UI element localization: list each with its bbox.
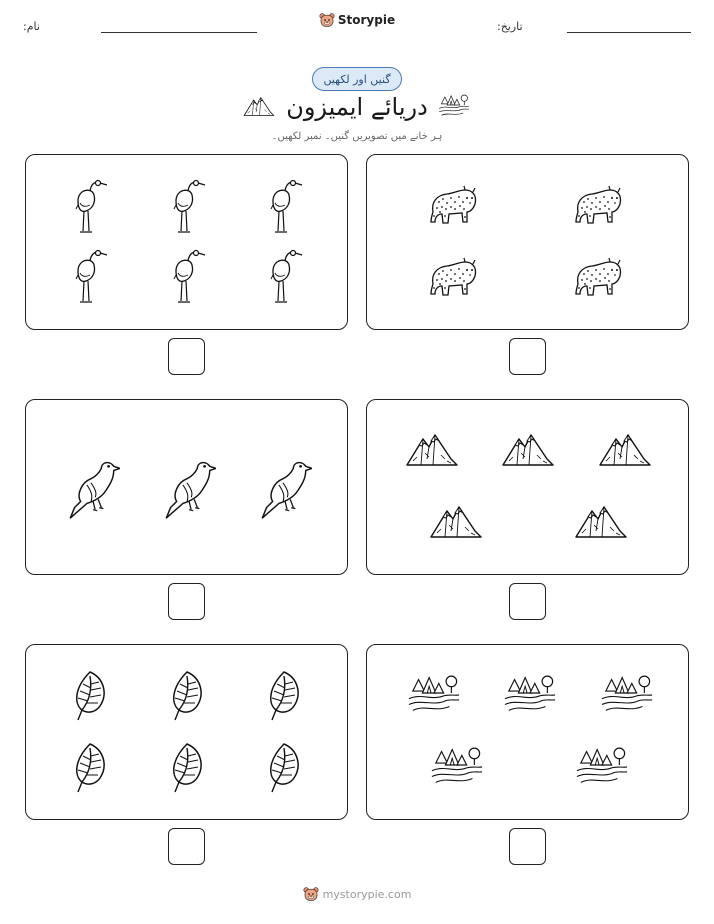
- footer-url[interactable]: mystorypie.com: [322, 887, 412, 901]
- count-panel-storks: [25, 154, 348, 330]
- answer-box-mountains[interactable]: [509, 583, 546, 620]
- village-icon: [438, 92, 470, 118]
- answer-box-birds[interactable]: [168, 583, 205, 620]
- count-panel-villages: [366, 644, 689, 820]
- answer-box-villages[interactable]: [509, 828, 546, 865]
- answer-box-leaves[interactable]: [168, 828, 205, 865]
- leaf-icon: [264, 741, 304, 795]
- village-icon: [600, 671, 654, 715]
- village-icon: [575, 743, 629, 787]
- bird-icon: [252, 456, 312, 520]
- count-panel-mountains: [366, 399, 689, 575]
- brand-name: Storypie: [337, 13, 396, 27]
- count-panel-jaguars: [366, 154, 689, 330]
- stork-icon: [263, 249, 303, 305]
- jaguar-icon: [572, 179, 624, 229]
- mountain-icon: [429, 500, 483, 542]
- answer-box-storks[interactable]: [168, 338, 205, 375]
- village-icon: [430, 743, 484, 787]
- stork-icon: [166, 179, 206, 235]
- date-label: تاریخ:: [497, 20, 523, 33]
- name-label: نام:: [23, 20, 40, 33]
- jaguar-icon: [427, 251, 479, 301]
- leaf-icon: [167, 741, 207, 795]
- jaguar-icon: [572, 251, 624, 301]
- date-line[interactable]: [567, 32, 691, 33]
- instructions: ہر خانے میں تصویریں گنیں۔ نمبر لکھیں۔: [271, 131, 443, 142]
- bear-mascot-icon: [319, 12, 335, 28]
- stork-icon: [166, 249, 206, 305]
- count-panel-leaves: [25, 644, 348, 820]
- stork-icon: [68, 249, 108, 305]
- jaguar-icon: [427, 179, 479, 229]
- stork-icon: [68, 179, 108, 235]
- brand-logo: [0, 12, 714, 28]
- footer: [0, 886, 714, 902]
- bird-icon: [156, 456, 216, 520]
- name-line[interactable]: [101, 32, 257, 33]
- mountain-icon: [574, 500, 628, 542]
- answer-box-jaguars[interactable]: [509, 338, 546, 375]
- leaf-icon: [70, 669, 110, 723]
- bear-mascot-icon: [303, 886, 319, 902]
- stork-icon: [263, 179, 303, 235]
- worksheet-badge: گنیں اور لکھیں: [312, 67, 402, 91]
- leaf-icon: [264, 669, 304, 723]
- mountain-icon: [598, 428, 652, 470]
- page-title: دریائے ایمیزون: [286, 93, 428, 121]
- village-icon: [407, 671, 461, 715]
- mountain-icon: [501, 428, 555, 470]
- mountain-icon: [405, 428, 459, 470]
- leaf-icon: [167, 669, 207, 723]
- leaf-icon: [70, 741, 110, 795]
- count-panel-birds: [25, 399, 348, 575]
- bird-icon: [60, 456, 120, 520]
- village-icon: [503, 671, 557, 715]
